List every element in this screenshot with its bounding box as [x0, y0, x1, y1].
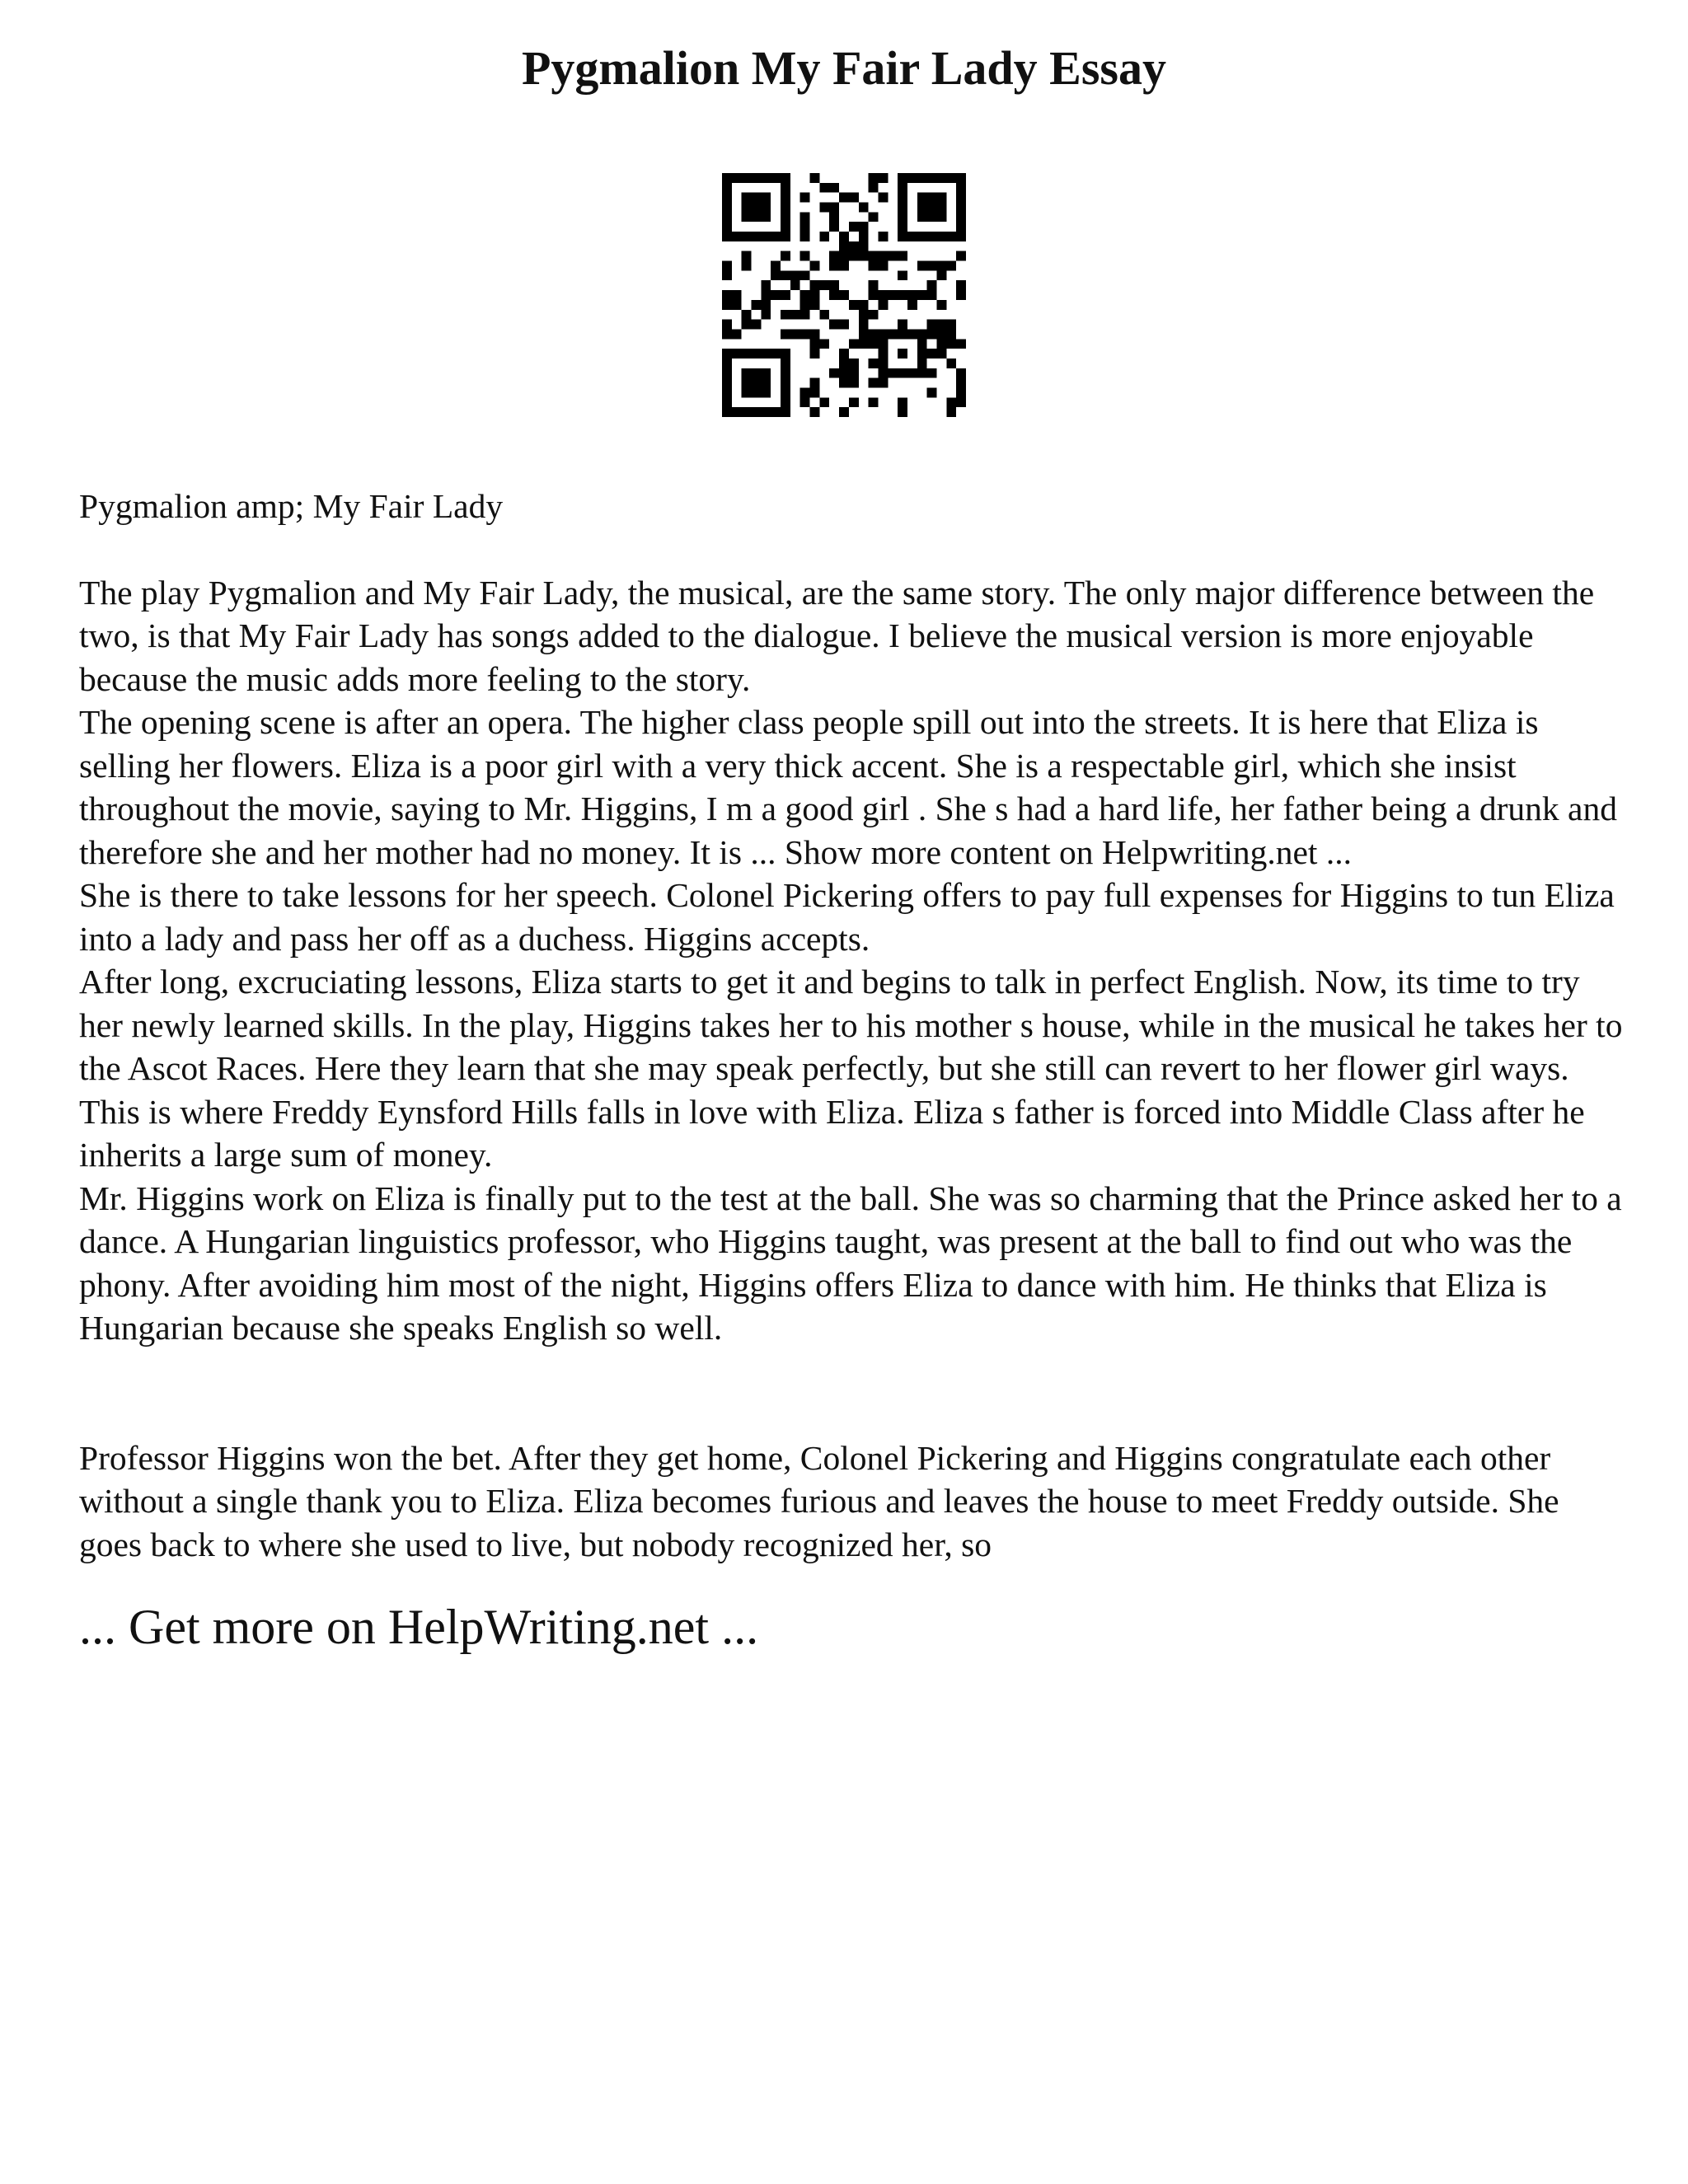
paragraph: The play Pygmalion and My Fair Lady, the musical, are the same story. The only major difference between the two, is that My Fair Lady has songs added to the dialogue. I believe the musical version is more enjoyable because the music adds more feeling to the story.: [79, 573, 1595, 698]
paragraph: Professor Higgins won the bet. After they get home, Colonel Pickering and Higgins congratulate each other without a single thank you to Eliza. Eliza becomes furious and leaves the house to meet Freddy outside. She goes back to where she used to live, but nobody recognized her, so: [79, 1438, 1559, 1563]
paragraph: Mr. Higgins work on Eliza is finally put to the test at the ball. She was so charming that the Prince asked her to a dance. A Hungarian linguistics professor, who Higgins taught, was present at the ball to find out who was the phony. After avoiding him most of the night, Higgins offers Eliza to dance with him. He thinks that Eliza is Hungarian because she speaks English so well.: [79, 1179, 1622, 1347]
page-title: Pygmalion My Fair Lady Essay: [522, 41, 1166, 95]
qr-code-icon: [722, 173, 966, 417]
paragraph: After long, excruciating lessons, Eliza starts to get it and begins to talk in perfect English. Now, its time to try her newly learned skills. In the play, Higgins takes her to his mother s house, while in the musical he takes her to the Ascot Races. Here they learn that she may speak perfectly, but she still can revert to her flower girl ways. This is where Freddy Eynsford Hills falls in love with Eliza. Eliza s father is forced into Middle Class after he inherits a large sum of money.: [79, 963, 1623, 1174]
paragraph: She is there to take lessons for her speech. Colonel Pickering offers to pay full expenses for Higgins to tun Eliza into a lady and pass her off as a duchess. Higgins accepts.: [79, 876, 1615, 958]
essay-body: [79, 485, 1629, 1659]
paragraph: The opening scene is after an opera. The higher class people spill out into the streets. It is here that Eliza is selling her flowers. Eliza is a poor girl with a very thick accent. She is a respectable girl, which she insist throughout the movie, saying to Mr. Higgins, I m a good girl . She s had a hard life, her father being a drunk and therefore she and her mother had no money. It is ... Show more content on Helpwriting.net ...: [79, 703, 1617, 871]
essay-heading: Pygmalion amp; My Fair Lady: [79, 487, 504, 525]
get-more-link[interactable]: ... Get more on HelpWriting.net ...: [79, 1600, 759, 1654]
